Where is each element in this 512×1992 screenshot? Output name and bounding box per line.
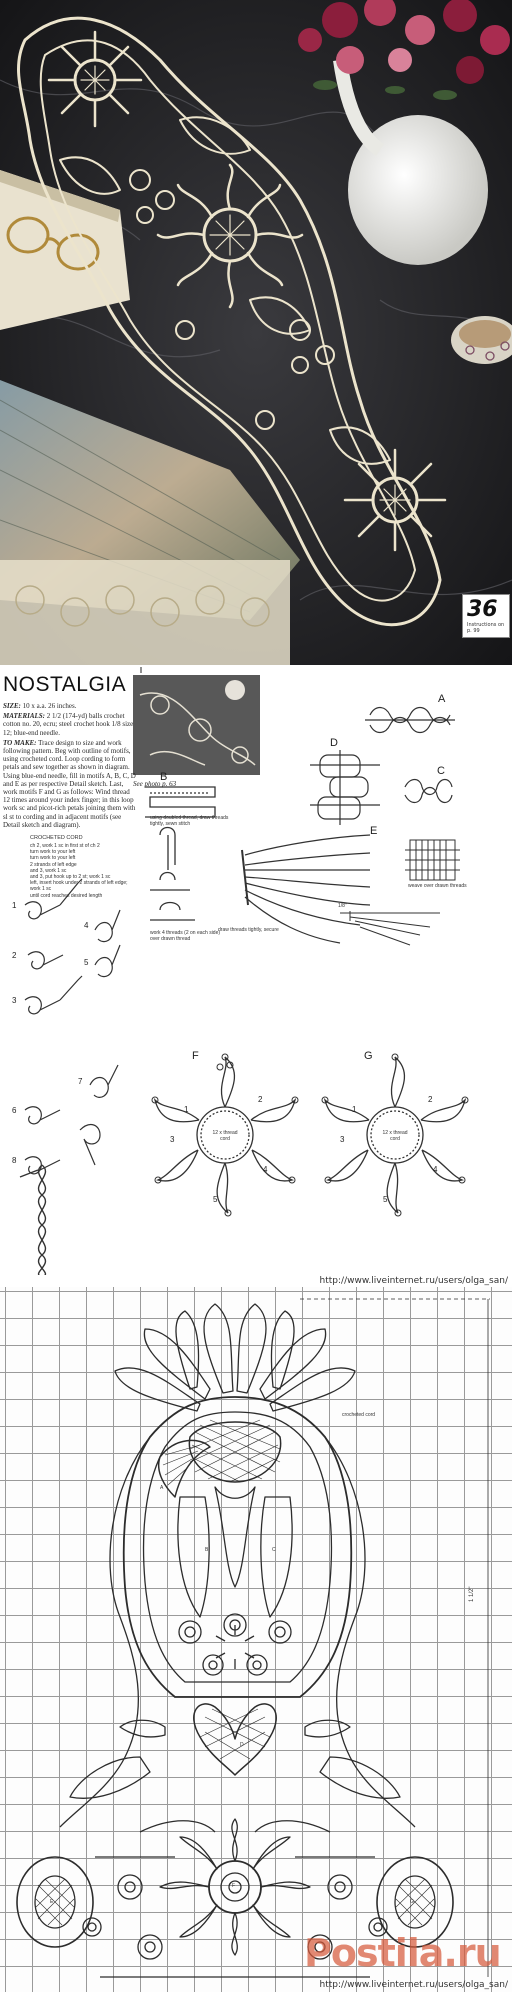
source-url: http://www.liveinternet.ru/users/olga_san/: [319, 1276, 508, 1286]
see-photo-reference: See photo p. 63: [133, 780, 177, 788]
step-number: 7: [78, 1077, 83, 1086]
materials-label: MATERIALS:: [3, 712, 46, 721]
motif-letter: E: [50, 1899, 54, 1905]
motif-g-number: 2: [428, 1095, 433, 1104]
page-number-badge: [462, 594, 510, 638]
motif-letter: D: [240, 1742, 244, 1748]
postila-logo: Postila.ru: [304, 1931, 501, 1975]
dimension-label: 1 1/2": [469, 1586, 475, 1602]
watermark-url: http://www.liveinternet.ru/users/olga_san/: [319, 1980, 508, 1990]
motif-g-number: 4: [433, 1165, 438, 1174]
motif-g-number: 1: [352, 1105, 357, 1114]
pattern-title: NOSTALGIA: [3, 673, 127, 696]
motif-letter: F: [232, 1883, 236, 1889]
step-number: 1: [12, 901, 17, 910]
pattern-grid: [0, 1287, 512, 1992]
instructions-page: [0, 665, 512, 1275]
motif-letter: B: [205, 1547, 209, 1553]
size-label: SIZE:: [3, 702, 21, 710]
motif-g-number: 3: [340, 1135, 345, 1144]
cord-step: turn work to your left: [30, 855, 76, 862]
diagram-e-right-note: weave over drawn threads: [408, 883, 467, 889]
cord-step: ch 2, work 1 sc in first st of ch 2: [30, 843, 100, 849]
pattern-instructions-text: [3, 702, 138, 831]
diagram-label-c: C: [437, 765, 445, 777]
page-reference-note: Instructions on p. 99: [467, 622, 505, 634]
step-number: 6: [12, 1106, 17, 1115]
cord-step: until cord reaches desired length: [30, 892, 103, 899]
lace-photo: [0, 0, 512, 665]
diagram-label-g: G: [364, 1050, 373, 1062]
to-make-label: TO MAKE:: [3, 738, 37, 747]
step-number: 3: [12, 996, 17, 1005]
step-number: 4: [84, 921, 89, 930]
lace-pattern-drawing: [0, 1287, 512, 1992]
motif-f-number: 1: [184, 1105, 189, 1114]
motif-f-number: 4: [263, 1165, 268, 1174]
diagram-e-measure: 1/8": [338, 903, 347, 909]
cord-step: 2 strands of left edge: [30, 861, 77, 868]
motif-letter: G: [410, 1899, 414, 1905]
to-make-text: Trace design to size and work following pattern. Beg with outline of motifs, using crocheted cord. Loop cording to form petals and sew together as shown in diagram. Using blue-end needle, fill in motifs A, B, C, D and E as per respective Detail sketch. Last, work motifs F and G as follows: Wind thread 12 times around your index finger; in this loop work sc and picot-rich petals joining them with sl st to cording and in adjacent motifs (see Detail sketch and diagram).: [3, 738, 136, 829]
motif-letter: A: [160, 1485, 164, 1491]
page-number: 36: [467, 597, 498, 622]
cord-step: and 3, work 1 sc: [30, 867, 67, 874]
diagram-label-f: F: [192, 1050, 199, 1062]
motif-f-number: 5: [213, 1195, 218, 1204]
size-text: 10 x a.a. 26 inches.: [22, 702, 77, 710]
motif-g-center-note: 12 x thread cord: [382, 1130, 408, 1142]
postila-watermark: [270, 1927, 512, 1992]
diagram-label-e: E: [370, 825, 378, 837]
crocheted-cord-steps: [30, 843, 135, 899]
motif-letter: C: [272, 1547, 276, 1553]
lace-photo-illustration: [0, 0, 512, 665]
motif-f-number: 3: [170, 1135, 175, 1144]
step-number: 8: [12, 1156, 17, 1165]
diagram-label-b: B: [160, 771, 168, 783]
cord-step: turn work to your left: [30, 849, 76, 856]
cord-step: and 3, put hook up to 2 st; work 1 sc: [30, 874, 111, 881]
step-number: 5: [84, 958, 89, 967]
diagram-label-d: D: [330, 737, 338, 749]
motif-f-center-note: 12 x thread cord: [212, 1130, 238, 1142]
materials-text: 2 1/2 (174-yd) balls crochet cotton no. 20, ecru; steel crochet hook 1/8 size 12; blue-end needle.: [3, 712, 134, 737]
motif-f-number: 2: [258, 1095, 263, 1104]
diagram-e-note: draw threads tightly, secure: [218, 927, 279, 933]
step-number: 2: [12, 951, 17, 960]
crocheted-cord-title: CROCHETED CORD: [30, 835, 83, 841]
diagram-label-a: A: [438, 693, 446, 705]
cord-step: left, insert hook under 2 strands of left edge; work 1 sc: [30, 880, 128, 893]
motif-g-number: 5: [383, 1195, 388, 1204]
diagram-b-bottom-note: work 4 threads (2 on each side) over drawn thread: [150, 930, 221, 942]
diagram-b-note: using doubled thread, draw threads tightly, sewn stitch: [150, 815, 229, 827]
crocheted-cord-annotation: crocheted cord: [342, 1412, 376, 1418]
